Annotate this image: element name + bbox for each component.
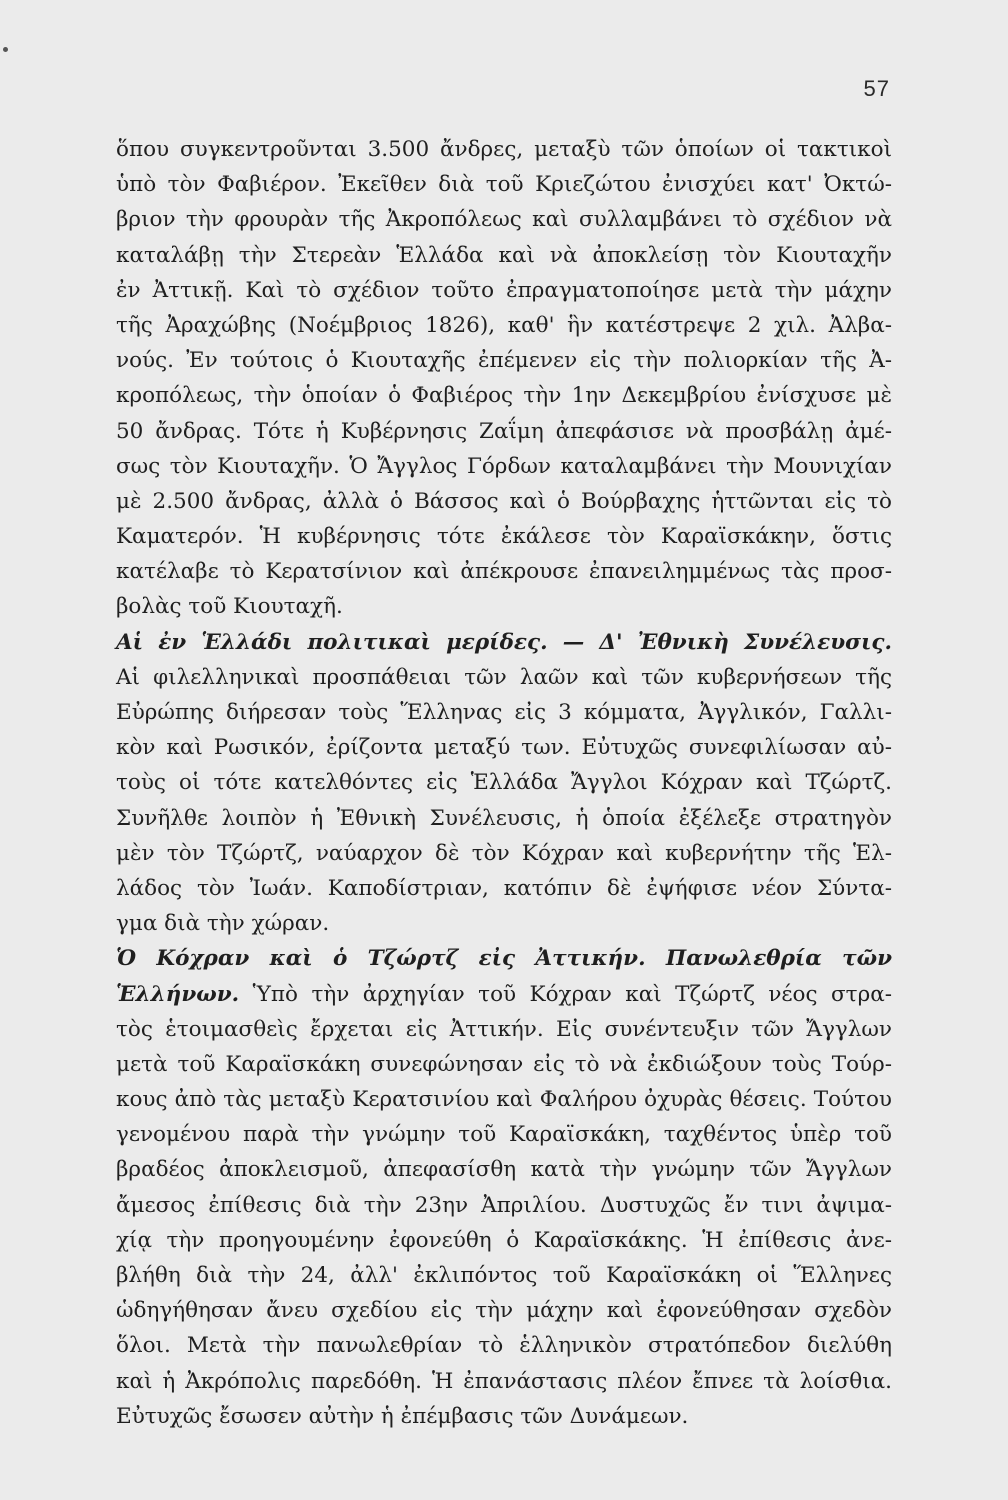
text-line: μὲν τὸν Τζώρτζ, ναύαρχον δὲ τὸν Κόχραν καὶ κυβερνήτην τῆς Ἑλ-	[116, 840, 892, 866]
text-line-rest: Ὑπὸ τὴν ἀρχηγίαν τοῦ Κόχραν καὶ Τζώρτζ νέος στρα-	[252, 981, 892, 1007]
section-heading: Αἱ ἐν Ἑλλάδι πολιτικαὶ μερίδες. — Δ' Ἐθνικὴ Συνέλευσις.	[116, 629, 892, 655]
text-line: Εὐρώπης διήρεσαν τοὺς Ἕλληνας εἰς 3 κόμματα, Ἀγγλικόν, Γαλλι-	[116, 700, 892, 725]
body-text	[116, 132, 892, 1434]
text-line: βριον τὴν φρουρὰν τῆς Ἀκροπόλεως καὶ συλλαμβάνει τὸ σχέδιον νὰ	[116, 207, 892, 233]
text-line: Εὐτυχῶς ἔσωσεν αὐτὴν ἡ ἐπέμβασις τῶν Δυνάμεων.	[116, 1403, 689, 1429]
text-line: ὅλοι. Μετὰ τὴν πανωλεθρίαν τὸ ἑλληνικὸν στρατόπεδον διελύθη	[116, 1333, 892, 1359]
text-line: χίᾳ τὴν προηγουμένην ἐφονεύθη ὁ Καραϊσκάκης. Ἡ ἐπίθεσις ἀνε-	[116, 1227, 892, 1253]
text-line: τοὺς οἱ τότε κατελθόντες εἰς Ἑλλάδα Ἄγγλοι Κόχραν καὶ Τζώρτζ.	[116, 770, 892, 796]
text-line	[116, 977, 892, 1012]
text-line: Αἱ φιλελληνικαὶ προσπάθειαι τῶν λαῶν καὶ τῶν κυβερνήσεων τῆς	[116, 664, 892, 690]
text-line: λάδος τὸν Ἰωάν. Καποδίστριαν, κατόπιν δὲ ἐψήφισε νέον Σύντα-	[116, 875, 892, 901]
text-line: κὸν καὶ Ρωσικόν, ἐρίζοντα μεταξύ των. Εὐτυχῶς συνεφιλίωσαν αὐ-	[116, 735, 892, 761]
text-line: ὑπὸ τὸν Φαβιέρον. Ἐκεῖθεν διὰ τοῦ Κριεζώτου ἐνισχύει κατ' Ὀκτώ-	[116, 172, 892, 198]
text-line: τὸς ἑτοιμασθεὶς ἔρχεται εἰς Ἀττικήν. Εἰς συνέντευξιν τῶν Ἄγγλων	[116, 1016, 892, 1042]
text-line: τῆς Ἀραχώβης (Νοέμβριος 1826), καθ' ἣν κατέστρεψε 2 χιλ. Ἀλβα-	[116, 312, 892, 338]
text-line: κατέλαβε τὸ Κερατσίνιον καὶ ἀπέκρουσε ἐπανειλημμένως τὰς προσ-	[116, 559, 892, 585]
text-line: καὶ ἡ Ἀκρόπολις παρεδόθη. Ἡ ἐπανάστασις πλέον ἔπνεε τὰ λοίσθια.	[116, 1368, 892, 1394]
text-line: Συνῆλθε λοιπὸν ἡ Ἐθνικὴ Συνέλευσις, ἡ ὁποία ἐξέλεξε στρατηγὸν	[116, 805, 892, 831]
text-line: μετὰ τοῦ Καραϊσκάκη συνεφώνησαν εἰς τὸ νὰ ἐκδιώξουν τοὺς Τούρ-	[116, 1051, 892, 1077]
text-line: νούς. Ἐν τούτοις ὁ Κιουταχῆς ἐπέμενεν εἰς τὴν πολιορκίαν τῆς Ἀ-	[116, 348, 892, 374]
text-line: καταλάβῃ τὴν Στερεὰν Ἑλλάδα καὶ νὰ ἀποκλείσῃ τὸν Κιουταχῆν	[116, 242, 892, 268]
text-line: Καματερόν. Ἡ κυβέρνησις τότε ἐκάλεσε τὸν Καραϊσκάκην, ὅστις	[116, 524, 892, 550]
text-line: ἄμεσος ἐπίθεσις διὰ τὴν 23ην Ἀπριλίου. Δυστυχῶς ἔν τινι ἀψιμα-	[116, 1192, 892, 1218]
text-line: ὡδηγήθησαν ἄνευ σχεδίου εἰς τὴν μάχην καὶ ἐφονεύθησαν σχεδὸν	[116, 1298, 892, 1324]
text-line: βλήθη διὰ τὴν 24, ἀλλ' ἐκλιπόντος τοῦ Καραϊσκάκη οἱ Ἕλληνες	[116, 1263, 892, 1288]
text-line: βραδέος ἀποκλεισμοῦ, ἀπεφασίσθη κατὰ τὴν γνώμην τῶν Ἄγγλων	[116, 1157, 892, 1183]
text-line: βολὰς τοῦ Κιουταχῆ.	[116, 594, 343, 620]
text-line: γενομένου παρὰ τὴν γνώμην τοῦ Καραϊσκάκη, ταχθέντος ὑπὲρ τοῦ	[116, 1122, 892, 1148]
text-line: κροπόλεως, τὴν ὁποίαν ὁ Φαβιέρος τὴν 1ην Δεκεμβρίου ἐνίσχυσε μὲ	[116, 383, 892, 409]
text-line: κους ἀπὸ τὰς μεταξὺ Κερατσινίου καὶ Φαλήρου ὀχυρὰς θέσεις. Τούτου	[116, 1087, 892, 1113]
text-line: ὅπου συγκεντροῦνται 3.500 ἄνδρες, μεταξὺ τῶν ὁποίων οἱ τακτικοὶ	[116, 137, 892, 162]
page-number: 57	[863, 76, 890, 101]
text-line: 50 ἄνδρας. Τότε ἡ Κυβέρνησις Ζαΐμη ἀπεφάσισε νὰ προσβάλῃ ἀμέ-	[116, 418, 892, 444]
section-heading: Ὁ Κόχραν καὶ ὁ Τζώρτζ εἰς Ἀττικήν. Πανωλεθρία τῶν	[116, 946, 892, 972]
text-line: ἐν Ἀττικῇ. Καὶ τὸ σχέδιον τοῦτο ἐπραγματοποίησε μετὰ τὴν μάχην	[116, 277, 892, 303]
text-line: γμα διὰ τὴν χώραν.	[116, 911, 330, 937]
section-heading-end: Ἑλλήνων.	[116, 981, 240, 1007]
text-line: μὲ 2.500 ἄνδρας, ἀλλὰ ὁ Βάσσος καὶ ὁ Βούρβαχης ἡττῶνται εἰς τὸ	[116, 488, 892, 514]
text-line: σως τὸν Κιουταχῆν. Ὁ Ἄγγλος Γόρδων καταλαμβάνει τὴν Μουνιχίαν	[116, 453, 892, 479]
print-speck	[3, 47, 8, 52]
